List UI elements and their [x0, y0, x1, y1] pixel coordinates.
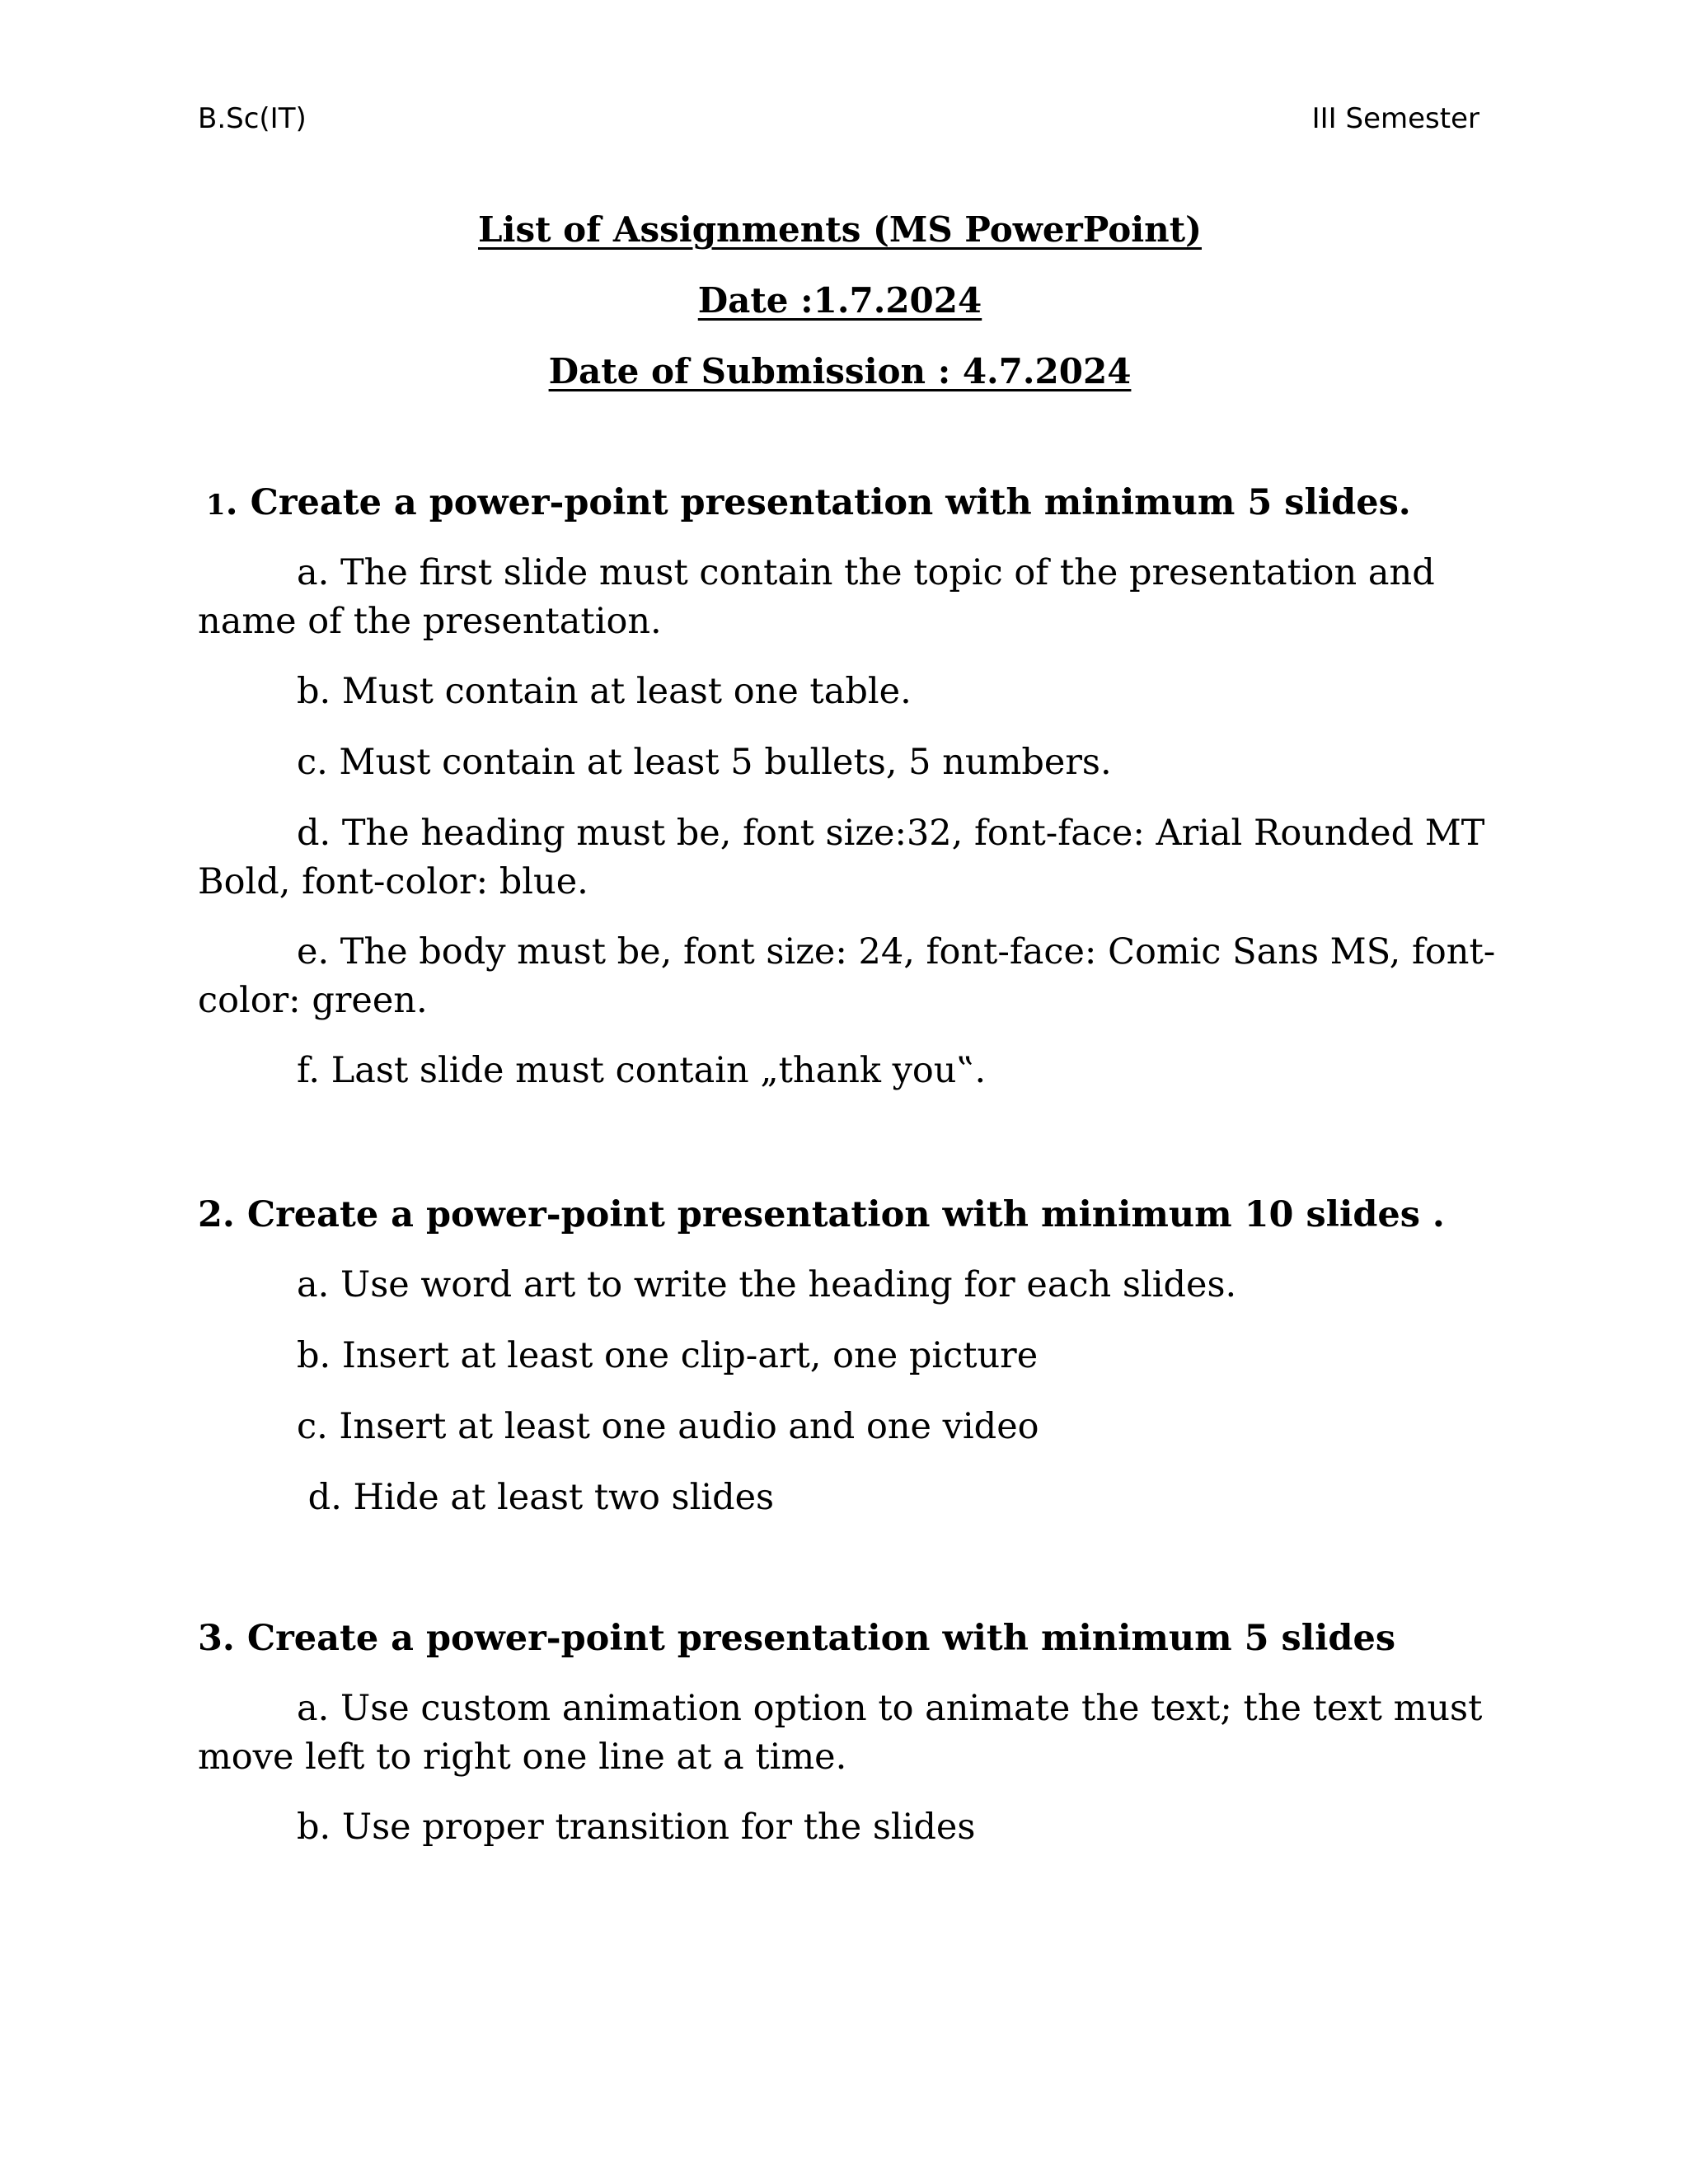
question-2-item-b: b. Insert at least one clip-art, one picture	[297, 1335, 1039, 1376]
question-1-number: 1	[206, 489, 226, 522]
question-3-heading: 3. Create a power-point presentation with minimum 5 slides	[198, 1618, 1396, 1659]
document-title: List of Assignments (MS PowerPoint)	[478, 209, 1202, 250]
semester-label: III Semester	[1311, 102, 1479, 135]
title-block	[0, 194, 1680, 407]
question-1-item-d: d. The heading must be, font size:32, font-face: Arial Rounded MT Bold, font-color: blue.	[198, 813, 1485, 902]
question-2-item-a: a. Use word art to write the heading for each slides.	[297, 1264, 1237, 1305]
question-1-item-e: e. The body must be, font size: 24, font-face: Comic Sans MS, font-color: green.	[198, 931, 1496, 1021]
question-2-heading: 2. Create a power-point presentation with minimum 10 slides .	[198, 1194, 1445, 1235]
question-1-item-a: a. The first slide must contain the topic of the presentation and name of the presentation.	[198, 552, 1435, 642]
question-2-item-d: d. Hide at least two slides	[297, 1477, 775, 1518]
question-2-item-c: c. Insert at least one audio and one video	[297, 1406, 1039, 1447]
question-1-text: . Create a power-point presentation with minimum 5 slides.	[225, 482, 1411, 523]
question-3-item-b: b. Use proper transition for the slides	[297, 1807, 976, 1848]
assignment-date: Date :1.7.2024	[697, 280, 982, 321]
submission-date: Date of Submission : 4.7.2024	[548, 351, 1132, 391]
question-3-item-a: a. Use custom animation option to animate the text; the text must move left to right one line at a time.	[198, 1688, 1483, 1778]
question-1-item-f: f. Last slide must contain „thank you‟.	[297, 1050, 987, 1091]
question-1-item-c: c. Must contain at least 5 bullets, 5 numbers.	[297, 742, 1112, 783]
question-1-heading	[206, 480, 1411, 528]
course-label: B.Sc(IT)	[198, 102, 307, 135]
question-1-item-b: b. Must contain at least one table.	[297, 671, 912, 712]
